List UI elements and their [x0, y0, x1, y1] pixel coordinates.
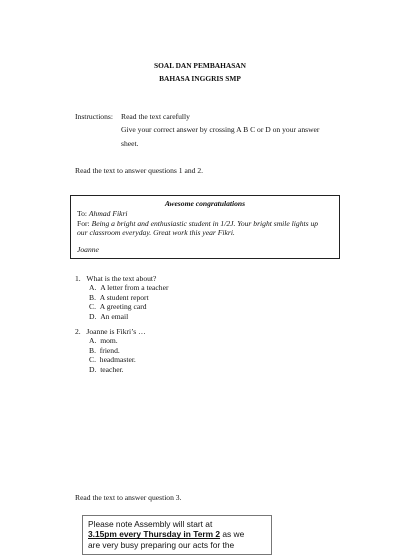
question-2-option-b: B. friend.: [89, 345, 120, 355]
card-signature: Joanne: [77, 244, 99, 254]
document-subtitle: BAHASA INGGRIS SMP: [159, 74, 241, 83]
question-1-number: 1.: [75, 274, 81, 283]
notice-line-2: [88, 529, 266, 539]
question-1-option-c: C. A greeting card: [89, 302, 147, 312]
question-2-option-c: C. headmaster.: [89, 355, 136, 365]
greeting-card-box: [70, 195, 340, 259]
question-2-option-a: A. mom.: [89, 336, 118, 346]
reading-prompt-2: Read the text to answer question 3.: [75, 493, 182, 502]
instructions-line-2: Give your correct answer by crossing A B C or D on your answer: [121, 125, 320, 134]
card-to-value: Ahmad Fikri: [88, 209, 128, 219]
notice-line-2-rest: as we: [220, 529, 245, 540]
card-to-line: [77, 209, 333, 218]
card-for-value-1: Being a bright and enthusiastic student in 1/2J. Your bright smile lights up: [91, 218, 319, 228]
question-1: [75, 274, 169, 321]
question-1-stem: [75, 274, 169, 283]
question-1-text: What is the text about?: [86, 274, 157, 283]
reading-prompt-1: Read the text to answer questions 1 and 2.: [75, 166, 204, 175]
notice-line-3: are very busy preparing our acts for the: [88, 539, 235, 550]
card-to-label: To:: [77, 209, 89, 219]
card-title: Awesome congratulations: [164, 199, 246, 208]
question-2-stem: [75, 327, 146, 336]
question-1-option-d: D. An email: [89, 311, 129, 321]
question-2-number: 2.: [75, 327, 81, 336]
instructions-label: Instructions:: [75, 112, 113, 121]
question-2: [75, 327, 146, 374]
question-2-text: Joanne is Fikri’s …: [86, 327, 146, 336]
question-1-option-b: B. A student report: [89, 292, 149, 302]
assembly-notice-image: [82, 515, 272, 555]
question-1-option-a: A. A letter from a teacher: [89, 283, 169, 293]
instructions-line-1: Read the text carefully: [121, 112, 190, 121]
notice-line-1: Please note Assembly will start at: [88, 519, 213, 529]
card-for-label: For:: [77, 218, 92, 228]
card-for-value-2: our classroom everyday. Great work this year Fikri.: [77, 228, 235, 238]
notice-highlight: 3.15pm every Thursday in Term 2: [88, 529, 221, 540]
question-2-option-d: D. teacher.: [89, 364, 124, 374]
document-title: SOAL DAN PEMBAHASAN: [154, 61, 246, 70]
instructions-line-3: sheet.: [121, 139, 139, 148]
card-for-line: [77, 219, 333, 228]
